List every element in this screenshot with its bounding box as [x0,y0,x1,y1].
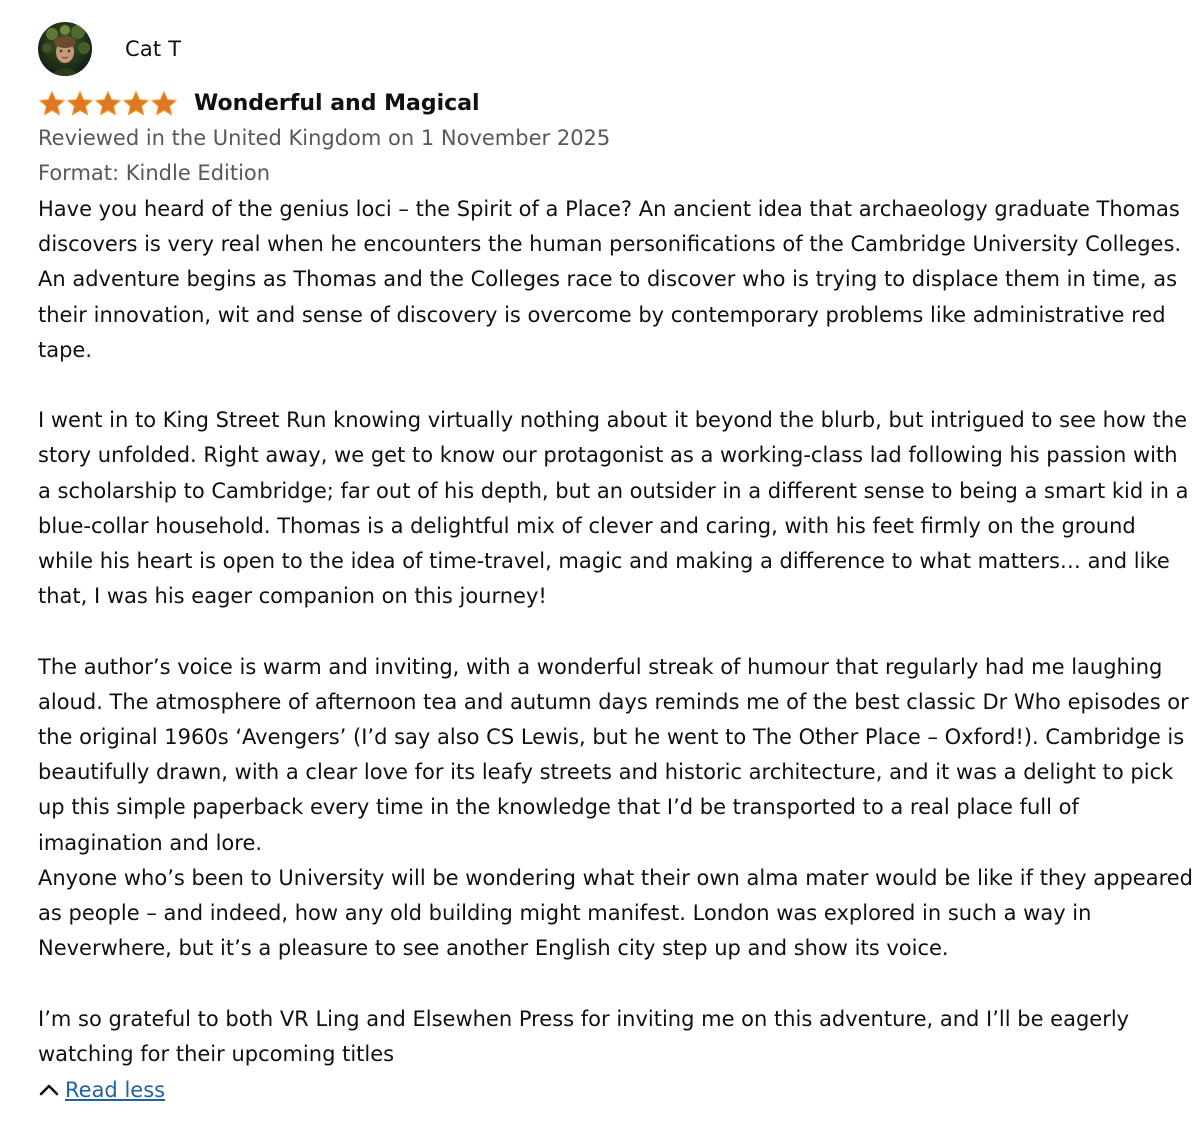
paragraph-gap [38,368,1196,403]
review-format[interactable]: Format: Kindle Edition [38,161,271,185]
review-paragraph-5: I’m so grateful to both VR Ling and Elsewhen Press for inviting me on this adventure, and I’ll be eagerly watching for their upcoming titles [38,1006,1130,1066]
chevron-up-icon[interactable] [38,1083,60,1097]
reviewer-name[interactable]: Cat T [125,37,182,61]
review-body [38,192,1196,1072]
star-icon [122,90,150,117]
reviewer-profile[interactable] [38,22,1194,76]
star-icon [150,90,178,117]
reviewer-avatar[interactable] [38,22,92,76]
paragraph-gap [38,966,1196,1001]
review-location-date: Reviewed in the United Kingdom on 1 November 2025 [38,126,611,150]
read-less-link[interactable]: Read less [65,1078,166,1103]
paragraph-gap [38,614,1196,649]
review-paragraph-1: Have you heard of the genius loci – the Spirit of a Place? An ancient idea that archaeology graduate Thomas discovers is very real when he encounters the human personifications of the Cambridge University Colleges. An adventure begins as Thomas and the Colleges race to discover who is trying to displace them in time, as their innovation, wit and sense of discovery is overcome by contemporary problems like administrative red tape. [38,197,1182,362]
review-title[interactable]: Wonderful and Magical [194,90,480,116]
star-icon [66,90,94,117]
rating-row [38,86,1194,120]
star-icon [38,90,66,117]
star-rating[interactable] [38,90,178,117]
review-paragraph-2: I went in to King Street Run knowing virtually nothing about it beyond the blurb, but intrigued to see how the story unfolded. Right away, we get to know our protagonist as a working-class lad following his passion with a scholarship to Cambridge; far out of his depth, but an outsider in a different sense to being a smart kid in a blue-collar household. Thomas is a delightful mix of clever and caring, with his feet firmly on the ground while his heart is open to the idea of time-travel, magic and making a difference to what matters… and like that, I was his eager companion on this journey! [38,408,1189,609]
read-less-toggle[interactable] [38,1075,1194,1105]
star-icon [94,90,122,117]
review-paragraph-3: The author’s voice is warm and inviting, with a wonderful streak of humour that regularly had me laughing aloud. The atmosphere of afternoon tea and autumn days reminds me of the best classic Dr Who episodes or the original 1960s ‘Avengers’ (I’d say also CS Lewis, but he went to The Other Place – Oxford!). Cambridge is beautifully drawn, with a clear love for its leafy streets and historic architecture, and it was a delight to pick up this simple paperback every time in the knowledge that I’d be transported to a real place full of imagination and lore. [38,654,1189,855]
customer-review [38,22,1194,1105]
avatar-photo-icon [38,22,92,76]
review-paragraph-4: Anyone who’s been to University will be wondering what their own alma mater would be like if they appeared as people – and indeed, how any old building might manifest. London was explored in such a way in Neverwhere, but it’s a pleasure to see another English city step up and show its voice. [38,865,1193,961]
